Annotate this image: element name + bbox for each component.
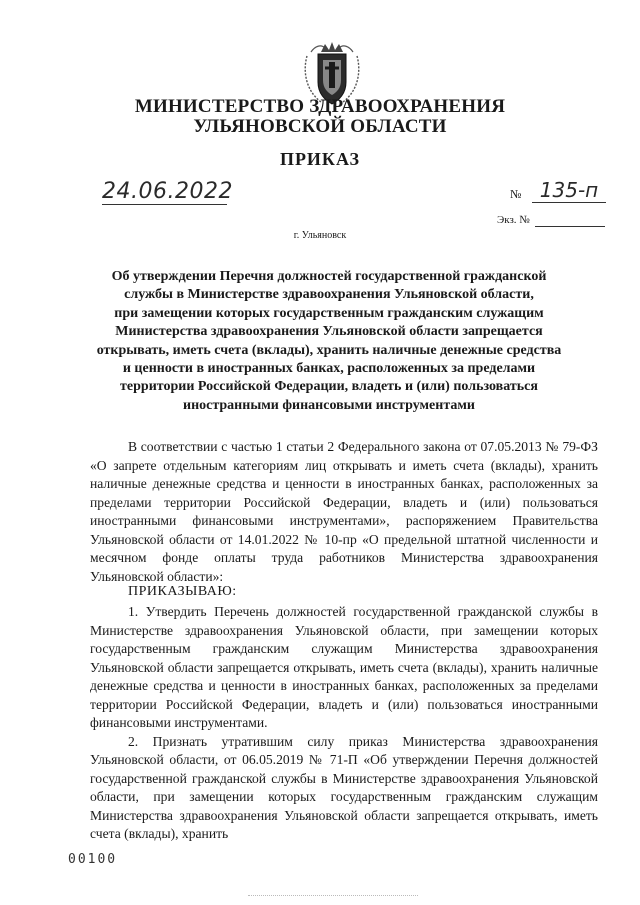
order-heading: ПРИКАЗЫВАЮ: [128, 584, 237, 599]
handwritten-order-number: 135-п [532, 178, 606, 203]
city-name: г. Ульяновск [293, 230, 347, 241]
ministry-name-line-2: УЛЬЯНОВСКОЙ ОБЛАСТИ [193, 116, 447, 137]
preamble-text: В соответствии с частью 1 статьи 2 Федерального закона от 07.05.2013 № 79-ФЗ «О запрете отдельным категориям лиц открывать и иметь счета (вклады), хранить наличные денежные средства и ценности в иностранных банках, расположенных за пределами территории Российской Федерации, владеть и (или) пользоваться иностранными финансовыми инструментами», распоряжением Правительства Ульяновской области от 14.01.2022 № 10-пр «О предельной штатной численности и месячном фонде оплаты труда работников Министерства здравоохранения Ульяновской области»: [90, 439, 598, 584]
order-item-1: 1. Утвердить Перечень должностей государственной гражданской службы в Министерстве здравоохранения Ульяновской области, при замещении которых государственным гражданским служащим Министерства здравоохранения Ульяновской области запрещается открывать, иметь счета (вклады), хранить наличные денежные средства и ценности в иностранных банках, расположенных за пределами территории Российской Федерации, владеть и (или) пользоваться иностранными финансовыми инструментами. [90, 604, 598, 730]
subject-line: Об утверждении Перечня должностей государственной гражданской [111, 269, 547, 284]
page-stamp-number: 00100 [68, 852, 118, 867]
subject-line: территории Российской Федерации, владеть и (или) пользоваться [120, 379, 538, 395]
ministry-name-line-1: МИНИСТЕРСТВО ЗДРАВООХРАНЕНИЯ [134, 96, 506, 117]
document-type-title: ПРИКАЗ [279, 149, 361, 169]
preamble-paragraph [90, 438, 598, 586]
order-subject [90, 268, 568, 415]
subject-line: Министерства здравоохранения Ульяновской области запрещается [115, 324, 543, 340]
bottom-dotted-line [248, 895, 418, 896]
subject-line: при замещении которых государственным гражданским служащим [114, 305, 544, 321]
handwritten-date: 24.06.2022 [102, 179, 233, 204]
subject-line: иностранными финансовыми инструментами [183, 397, 475, 413]
number-label: № [510, 187, 522, 201]
order-item-2: 2. Признать утратившим силу приказ Министерства здравоохранения Ульяновской области, от 06.05.2019 № 71-П «Об утверждении Перечня должностей государственной гражданской службы в Министерстве здравоохранения Ульяновской области, при замещении которых государственным гражданским служащим Министерства здравоохранения Ульяновской области запрещается открывать, иметь счета (вклады), хранить [90, 733, 598, 841]
order-items [90, 603, 598, 844]
subject-line: и ценности в иностранных банках, расположенных за пределами [122, 361, 536, 377]
subject-line: открывать, иметь счета (вклады), хранить наличные денежные средства [96, 342, 562, 358]
copy-number-blank [535, 226, 605, 227]
subject-line: службы в Министерстве здравоохранения Ульяновской области, [124, 287, 534, 303]
copy-number-label: Экз. № [497, 214, 530, 226]
